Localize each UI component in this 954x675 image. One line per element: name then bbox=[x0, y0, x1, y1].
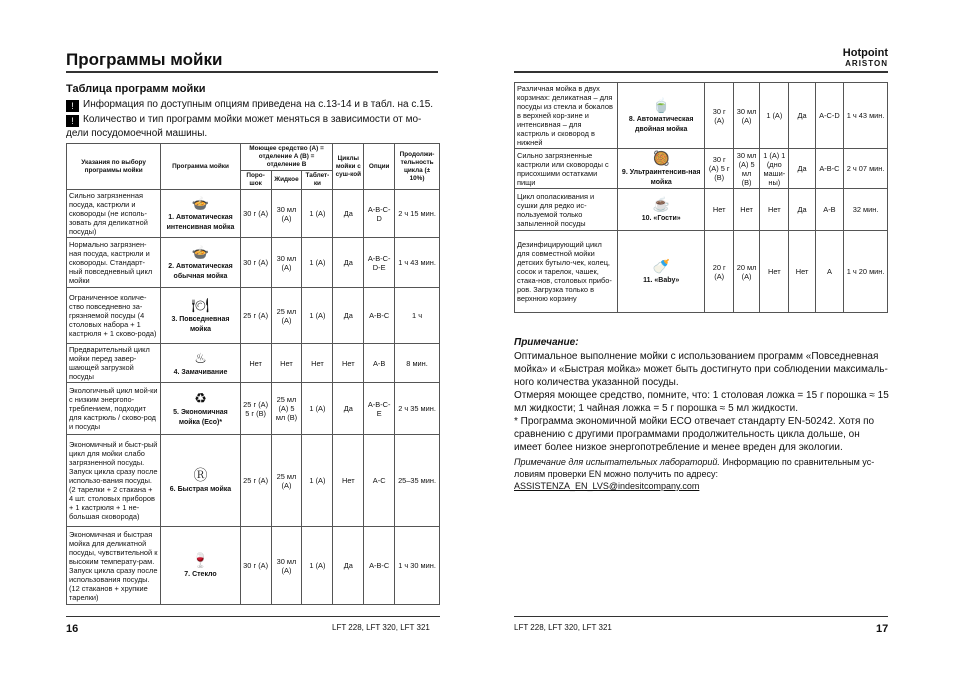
row-duration: 1 ч 30 мин. bbox=[395, 527, 440, 605]
row-desc: Экономичный и быст-рый цикл для мойки слабо загрязненной посуды. Запуск цикла сразу после использо-вания посуды. (2 тарелки + 2 стакана + 4 шт. столовых приборов + 1 кастрюля + 1 не-большая сковорода) bbox=[67, 435, 161, 527]
header-prog: Программа мойки bbox=[161, 144, 240, 190]
row-liquid: Нет bbox=[733, 189, 759, 231]
row-desc: Сильно загрязненная посуда, кастрюли и сковороды (не исполь-зовать для деликатной посуды) bbox=[67, 190, 161, 238]
eco-icon: ♻ bbox=[194, 390, 207, 406]
pot-icon: 🍲 bbox=[191, 244, 210, 260]
row-dry: Да bbox=[333, 383, 364, 435]
row-options: A-C bbox=[364, 435, 395, 527]
row-powder: 25 г (A) 5 г (B) bbox=[240, 383, 271, 435]
plate-icon: 🍽 bbox=[191, 297, 210, 313]
lab-text: Информацию по сравнительным ус-ловиям проверки EN можно получить по адресу: bbox=[514, 457, 875, 479]
program-name: 11. «Baby» bbox=[643, 277, 680, 284]
ultra-icon: 🥘 bbox=[652, 150, 670, 166]
row-program bbox=[161, 435, 240, 527]
warning-1: ! Информация по доступным опциям приведена на с.13-14 и в табл. на с.15. bbox=[66, 98, 440, 112]
note-2: Отмеряя моющее средство, помните, что: 1 столовая ложка = 15 г порошка ≈ 15 мл жидкости; 1 чайная ложка = 5 г порошка ≈ 5 мл жидкости. bbox=[514, 390, 889, 414]
header-duration: Продолжи-тельность цикла (± 10%) bbox=[395, 144, 440, 190]
brand-name: Hotpoint bbox=[842, 47, 888, 59]
row-dry: Да bbox=[333, 527, 364, 605]
program-name: 6. Быстрая мойка bbox=[169, 486, 232, 493]
header-tablets: Таблет-ки bbox=[302, 171, 333, 190]
title-rule-right bbox=[514, 71, 888, 73]
glass-icon: 🍷 bbox=[191, 552, 210, 568]
row-program bbox=[161, 288, 240, 344]
row-duration: 1 ч 43 мин. bbox=[844, 83, 888, 149]
row-program bbox=[161, 190, 240, 238]
guests-icon: ☕ bbox=[652, 196, 670, 212]
row-program bbox=[617, 149, 705, 189]
row-dry: Да bbox=[333, 238, 364, 288]
programs-table-right bbox=[514, 82, 888, 313]
header-dry: Циклы мойки с суш-кой bbox=[333, 144, 364, 190]
program-name: 8. Автоматическая двойная мойка bbox=[628, 116, 694, 133]
brand-logo bbox=[843, 47, 888, 68]
row-liquid: 30 мл (A) bbox=[271, 527, 302, 605]
lab-email[interactable]: ASSISTENZA_EN_LVS@indesitcompany.com bbox=[514, 481, 700, 491]
header-powder: Поро-шок bbox=[240, 171, 271, 190]
row-duration: 1 ч 43 мин. bbox=[395, 238, 440, 288]
row-program bbox=[161, 527, 240, 605]
program-name: 9. Ультраинтенсив-ная мойка bbox=[621, 169, 701, 186]
row-liquid: 30 мл (A) 5 мл (B) bbox=[733, 149, 759, 189]
row-tablets: 1 (A) bbox=[302, 190, 333, 238]
page-number-right: 17 bbox=[876, 623, 889, 635]
table-row bbox=[67, 383, 440, 435]
table-row bbox=[515, 83, 888, 149]
row-tablets: 1 (A) bbox=[302, 288, 333, 344]
row-dry: Да bbox=[333, 288, 364, 344]
row-options: A-B-C-E bbox=[364, 383, 395, 435]
row-tablets: Нет bbox=[302, 344, 333, 383]
row-desc: Цикл ополаскивания и сушки для редко ис-пользуемой только запыленной посуды bbox=[515, 189, 618, 231]
row-desc: Различная мойка в двух корзинах: деликатная – для посуды из стекла и бокалов в верхней кор-зине и интенсивная – для кастрюль и сковород в нижней bbox=[515, 83, 618, 149]
warning-2: ! Количество и тип программ мойки может меняться в зависимости от мо-дели посудомоечной машины. bbox=[66, 114, 422, 139]
table-row bbox=[67, 190, 440, 238]
row-options: A bbox=[815, 231, 843, 313]
row-dry: Да bbox=[789, 189, 815, 231]
baby-icon: 🍼 bbox=[652, 258, 670, 274]
pot-icon: 🍲 bbox=[191, 195, 210, 211]
table-subtitle: Таблица программ мойки bbox=[66, 83, 206, 95]
row-desc: Предварительный цикл мойки перед завер-шающей загрузкой посуды bbox=[67, 344, 161, 383]
row-powder: 25 г (A) bbox=[240, 435, 271, 527]
row-powder: 30 г (A) bbox=[240, 527, 271, 605]
row-powder: 30 г (A) bbox=[240, 238, 271, 288]
row-liquid: 25 мл (A) bbox=[271, 288, 302, 344]
row-liquid: 30 мл (A) bbox=[271, 190, 302, 238]
header-options: Опции bbox=[364, 144, 395, 190]
table-row bbox=[515, 149, 888, 189]
row-desc: Сильно загрязненные кастрюли или сковороды с присохшими остатками пищи bbox=[515, 149, 618, 189]
row-program bbox=[161, 383, 240, 435]
program-name: 10. «Гости» bbox=[641, 215, 681, 222]
note-1: Оптимальное выполнение мойки с использованием программ «Повседневная мойка» и «Быстрая мойка» может быть достигнуто при соблюдении максималь-ного количества указанной посуды. bbox=[514, 351, 888, 388]
row-duration: 8 мин. bbox=[395, 344, 440, 383]
row-tablets: 1 (A) bbox=[760, 83, 789, 149]
row-options: A-B-C bbox=[364, 288, 395, 344]
program-name: 7. Стекло bbox=[184, 571, 217, 578]
row-dry: Нет bbox=[333, 344, 364, 383]
row-powder: 30 г (A) 5 г (B) bbox=[705, 149, 733, 189]
warning-icon: ! bbox=[66, 115, 79, 127]
page-number-left: 16 bbox=[66, 623, 79, 635]
row-options: A-B-C-D bbox=[364, 190, 395, 238]
row-duration: 1 ч bbox=[395, 288, 440, 344]
lab-label: Примечание для испытательных лабораторий. bbox=[514, 457, 720, 467]
row-dry: Да bbox=[789, 83, 815, 149]
row-tablets: Нет bbox=[760, 189, 789, 231]
program-name: 1. Автоматическая интенсивная мойка bbox=[166, 214, 235, 231]
table-row bbox=[67, 435, 440, 527]
row-powder: Нет bbox=[705, 189, 733, 231]
row-tablets: Нет bbox=[760, 231, 789, 313]
row-tablets: 1 (A) bbox=[302, 383, 333, 435]
rapid-icon: Ⓡ bbox=[193, 467, 208, 483]
row-options: A-B bbox=[815, 189, 843, 231]
row-duration: 32 мин. bbox=[844, 189, 888, 231]
row-liquid: 25 мл (A) bbox=[271, 435, 302, 527]
program-name: 4. Замачивание bbox=[173, 368, 228, 376]
note-title: Примечание: bbox=[514, 337, 579, 348]
row-liquid: 30 мл (A) bbox=[733, 83, 759, 149]
row-duration: 25–35 мин. bbox=[395, 435, 440, 527]
row-program bbox=[617, 189, 705, 231]
soak-icon: ♨ bbox=[194, 349, 207, 366]
row-duration: 1 ч 20 мин. bbox=[844, 231, 888, 313]
program-name: 3. Повседневная мойка bbox=[171, 316, 230, 333]
footer-rule-right bbox=[514, 616, 888, 617]
row-dry: Нет bbox=[333, 435, 364, 527]
page-title: Программы мойки bbox=[66, 50, 223, 69]
table-row bbox=[67, 238, 440, 288]
row-duration: 2 ч 35 мин. bbox=[395, 383, 440, 435]
row-tablets: 1 (A) bbox=[302, 527, 333, 605]
row-options: A-B-C-D-E bbox=[364, 238, 395, 288]
lab-note bbox=[514, 456, 890, 492]
row-options: A-B bbox=[364, 344, 395, 383]
table-row bbox=[67, 527, 440, 605]
dual-icon: 🍵 bbox=[652, 97, 670, 113]
header-detergent: Моющее средство (A) = отделение A (B) = отделение B bbox=[240, 144, 333, 171]
table-row bbox=[515, 231, 888, 313]
row-dry: Да bbox=[789, 149, 815, 189]
row-duration: 2 ч 07 мин. bbox=[844, 149, 888, 189]
row-program bbox=[617, 231, 705, 313]
row-desc: Экологичный цикл мой-ки с низким энергопо-треблением, подходит для кастрюль / сково-род и посуды bbox=[67, 383, 161, 435]
row-program bbox=[617, 83, 705, 149]
table-row bbox=[515, 189, 888, 231]
row-program bbox=[161, 344, 240, 383]
row-powder: 20 г (A) bbox=[705, 231, 733, 313]
row-desc: Экономичная и быстрая мойка для деликатной посуды, чувствительной к высоким температу-рам. Запуск цикла сразу после использования посуды. (12 стаканов + хрупкие тарелки) bbox=[67, 527, 161, 605]
row-tablets: 1 (A) 1 (дно маши-ны) bbox=[760, 149, 789, 189]
row-options: A-C-D bbox=[815, 83, 843, 149]
models-right: LFT 228, LFT 320, LFT 321 bbox=[514, 623, 612, 632]
header-desc: Указания по выбору программы мойки bbox=[67, 144, 161, 190]
row-liquid: 25 мл (A) 5 мл (B) bbox=[271, 383, 302, 435]
row-liquid: Нет bbox=[271, 344, 302, 383]
models-left: LFT 228, LFT 320, LFT 321 bbox=[332, 623, 430, 632]
row-powder: 25 г (A) bbox=[240, 288, 271, 344]
row-dry: Да bbox=[333, 190, 364, 238]
table-row bbox=[67, 288, 440, 344]
row-desc: Нормально загрязнен-ная посуда, кастрюли и сковороды. Стандарт-ный повседневный цикл мойки bbox=[67, 238, 161, 288]
header-liquid: Жидкое bbox=[271, 171, 302, 190]
table-row bbox=[67, 344, 440, 383]
title-rule bbox=[66, 71, 438, 73]
row-liquid: 20 мл (A) bbox=[733, 231, 759, 313]
row-options: A-B-C bbox=[815, 149, 843, 189]
row-powder: 30 г (A) bbox=[240, 190, 271, 238]
program-name: 5. Экономичная мойка (Eco)* bbox=[173, 409, 228, 426]
row-dry: Нет bbox=[789, 231, 815, 313]
programs-table-left bbox=[66, 143, 440, 605]
warning-icon: ! bbox=[66, 100, 79, 112]
row-tablets: 1 (A) bbox=[302, 238, 333, 288]
program-name: 2. Автоматическая обычная мойка bbox=[168, 263, 233, 280]
row-duration: 2 ч 15 мин. bbox=[395, 190, 440, 238]
row-desc: Ограниченное количе-ство повседневно за-грязняемой посуды (4 столовых набора + 1 кастрюля + 1 сково-рода) bbox=[67, 288, 161, 344]
row-options: A-B-C bbox=[364, 527, 395, 605]
row-desc: Дезинфицирующий цикл для совместной мойки детских бутыло-чек, колец, сосок и тарелок, чашек, стака-нов, столовых прибо-ров. Загрузка только в верхнюю корзину bbox=[515, 231, 618, 313]
note-3: * Программа экономичной мойки ECO отвечает стандарту EN-50242. Хотя по сравнению с другими программами продолжительность цикла дольше, он имеет более низкое энергопотребление и менее вреден для экологии. bbox=[514, 416, 875, 453]
row-program bbox=[161, 238, 240, 288]
row-powder: 30 г (A) bbox=[705, 83, 733, 149]
brand-sub: ARISTON bbox=[845, 59, 888, 68]
footer-rule bbox=[66, 616, 440, 617]
row-powder: Нет bbox=[240, 344, 271, 383]
row-liquid: 30 мл (A) bbox=[271, 238, 302, 288]
row-tablets: 1 (A) bbox=[302, 435, 333, 527]
